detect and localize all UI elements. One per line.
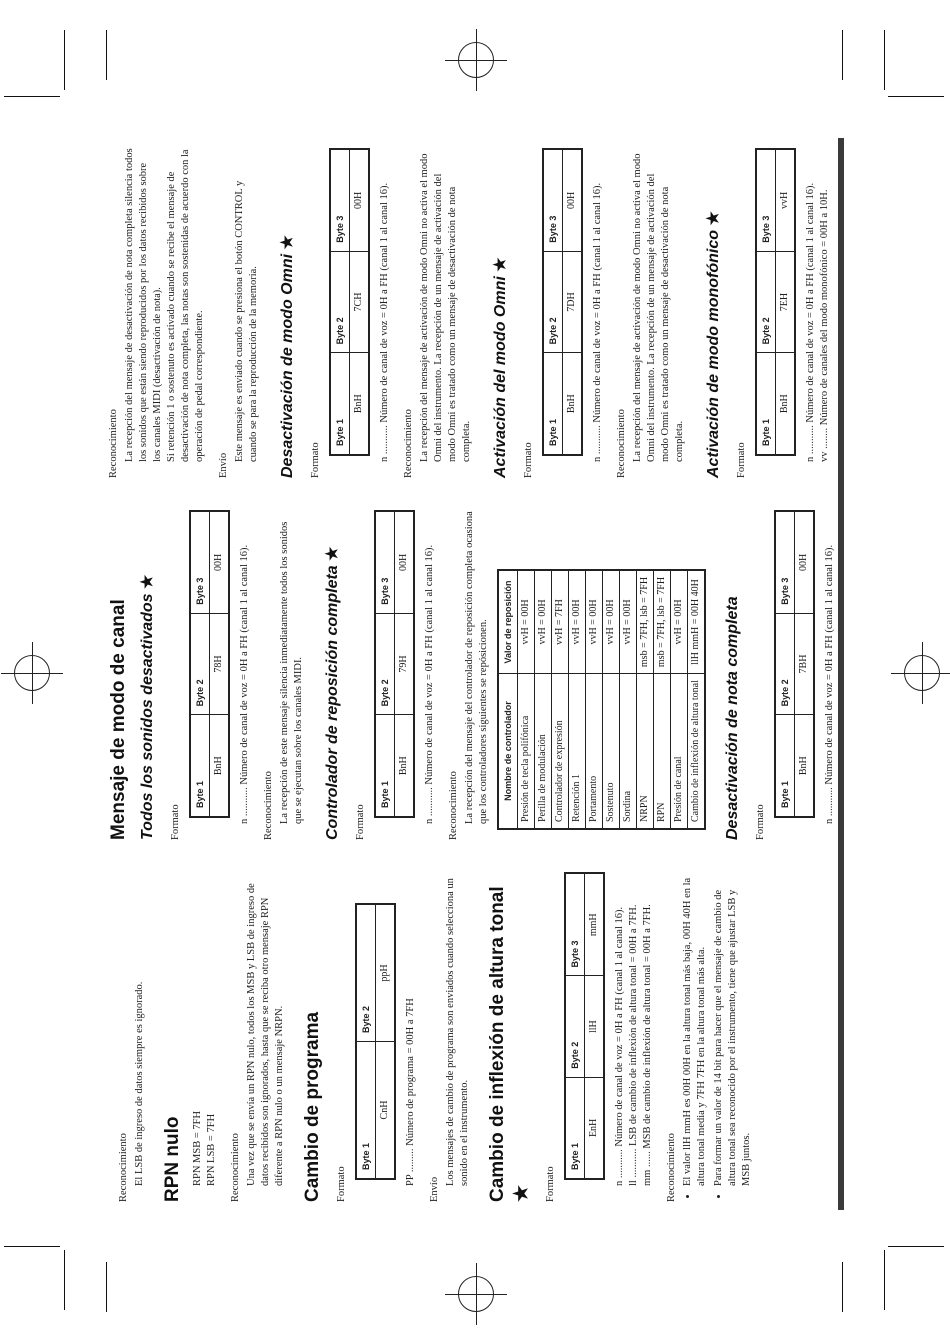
table-row [518,570,535,829]
table-cell: EnH [585,1077,605,1179]
table-row [535,570,552,829]
section-title [486,872,534,1202]
label: Formato [755,804,766,840]
body-text: La recepción de este mensaje silencia inmediatamente todos los sonidos que se ejecutan sobre los canales MIDI. [279,521,304,824]
table-cell: NRPN [637,674,654,829]
format-table [542,148,583,456]
table-cell: Controlador de expresión [552,674,569,829]
table-header: Byte 2 [756,251,776,353]
subsection-title: Desactivación de nota completa [724,596,741,840]
rotated-page [107,138,835,1202]
table-cell: BnH [350,353,370,455]
crop-mark [842,1262,843,1312]
body-text: La recepción del mensaje de activación de modo Omni no activa el modo Omni del instrumento. La recepción de un mensaje de activación del modo Omni es tratado como un mensaje de desactivación de nota completa. [419,153,472,462]
table-cell: 00H [563,149,583,251]
crop-mark [64,30,65,90]
table-cell: vvH = 00H [586,570,603,674]
table-header: Byte 2 [775,613,795,715]
registration-mark [904,655,940,691]
table-header: Byte 1 [330,353,350,455]
body-text: n ........... Número de canal de voz = 0H a FH (canal 1 al canal 16). [424,544,435,824]
crop-mark [888,1246,944,1247]
label: Formato [310,442,321,478]
star-icon: ★ [279,235,296,250]
section-title-text: Cambio de inflexión de altura tonal [487,886,508,1202]
table-cell: Portamento [586,674,603,829]
body-text: RPN LSB = 7FH [206,1113,217,1186]
body-text: Una vez que se envía un RPN nulo, todos los MSB y LSB de ingreso de datos recibidos son ignorados, hasta que se reciba otro mensaje RPN diferente a RPN nulo o un mensaje NRPN. [246,883,285,1186]
label: Reconocimiento [108,409,119,478]
table-cell: vvH = 00H [671,570,688,674]
table-cell: 7EH [776,251,796,353]
table-cell: Cambio de inflexión de altura tonal [688,674,706,829]
table-header: Byte 3 [775,511,795,613]
subsection-title-text: Activación del modo Omni [492,276,509,478]
table-cell: llH [585,976,605,1077]
table-row [671,570,688,829]
crop-mark [884,1250,885,1310]
table-cell: msb = 7FH, lsb = 7FH [654,570,671,674]
label: Formato [545,1166,556,1202]
registration-mark [458,1276,494,1312]
table-cell: CnH [376,1042,396,1180]
star-icon: ★ [324,546,341,561]
table-cell: 7BH [795,613,815,715]
body-text: La recepción del mensaje del controlador de reposición completa ocasiona que los controladores siguientes se repósicionen. [464,511,489,824]
body-text: n ........... Número de canal de voz = 0H a FH (canal 1 al canal 16). [824,544,835,824]
column-2 [107,510,841,840]
table-header: Byte 1 [775,715,795,817]
crop-mark [106,30,107,80]
subsection-title-text: Desactivación de modo Omni [279,253,296,478]
star-icon: ★ [511,1184,532,1202]
crop-mark [106,1262,107,1312]
format-table [355,903,396,1180]
body-text: mm ...... MSB de cambio de inflexión de altura tonal = 00H a 7FH. [642,904,653,1186]
table-cell: 00H [210,511,230,613]
body-text: Si retención 1 o sostenuto es activado cuando se recibe el mensaje de desactivación de nota completa, las notas son sostenidas de acuerdo con la operación de pedal correspondiente. [166,149,205,462]
format-table [755,148,796,456]
table-cell: 7DH [563,251,583,353]
table-header: Byte 1 [375,715,395,817]
table-cell: vvH = 00H [603,570,620,674]
table-cell: 78H [210,613,230,715]
crop-mark [64,1250,65,1310]
table-cell: mmH [585,873,605,976]
table-row [654,570,671,829]
table-cell: vvH = 00H [620,570,637,674]
table-cell: 79H [395,613,415,715]
reset-values-table [497,569,706,830]
star-icon: ★ [139,574,156,589]
body-text: vv ........ Número de canales del modo monofónico = 00H a 10H. [819,189,830,462]
table-cell: 00H [795,511,815,613]
label: Formato [736,442,747,478]
body-text: n ........... Número de canal de voz = 0H a FH (canal 1 al canal 16). [805,182,816,462]
label: Envío [218,452,229,478]
table-cell: vvH [776,149,796,251]
label: Reconocimiento [263,771,274,840]
subsection-title [322,510,344,840]
table-cell: Presión de canal [671,674,688,829]
table-row [586,570,603,829]
table-cell: Sostenuto [603,674,620,829]
format-table [329,148,370,456]
table-cell: 00H [350,149,370,251]
table-header: Byte 2 [190,613,210,715]
table-cell: vvH = 00H [535,570,552,674]
body-text: Los mensajes de cambio de programa son enviados cuando selecciona un sonido en el instrumento. [445,878,470,1186]
body-text: La recepción del mensaje de desactivación de nota completa silencia todos los sonidos que están siendo reproducidos por los datos recibidos sobre los canales MIDI (desactivación de nota). [124,148,163,462]
body-text: n ........... Número de canal de voz = 0H a FH (canal 1 al canal 16). [379,182,390,462]
table-cell: Retención 1 [569,674,586,829]
list-item: • Para formar un valor de 14 bit para hacer que el mensaje de cambio de altura tonal sea reconocido por el instrumento, tiene que ajustar LSB y MSB juntos. [712,872,754,1186]
body-text: ll ........... LSB de cambio de inflexión de altura tonal = 00H a 7FH. [628,904,639,1186]
table-header: Byte 3 [190,511,210,613]
subsection-title [277,148,299,478]
label: Reconocimiento [616,409,627,478]
label: Formato [523,442,534,478]
label: Reconocimiento [230,1133,241,1202]
table-cell: BnH [795,715,815,817]
table-cell: Perilla de modulación [535,674,552,829]
table-header: Byte 2 [356,904,376,1042]
label: Reconocimiento [448,771,459,840]
table-cell: BnH [395,715,415,817]
table-header: Byte 3 [565,873,585,976]
table-row [552,570,569,829]
section-title: Mensaje de modo de canal [108,599,129,840]
table-header: Byte 3 [375,511,395,613]
table-header: Byte 3 [330,149,350,251]
table-cell: ppH [376,904,396,1042]
table-cell: 7CH [350,251,370,353]
body-text: La recepción del mensaje de activación de modo Omni no activa el modo Omni del instrumento. La recepción de un mensaje de activación del modo Omni es tratado como un mensaje de desactivación de nota completa. [632,153,685,462]
body-text: n ........... Número de canal de voz = 0H a FH (canal 1 al canal 16). [239,544,250,824]
table-header: Byte 1 [565,1077,585,1179]
format-table [374,510,415,818]
format-table [564,872,605,1180]
subsection-title [137,510,159,840]
table-header: Byte 1 [756,353,776,455]
subsection-title-text: Controlador de reposición completa [324,565,341,840]
table-row [569,570,586,829]
subsection-title-text: Todos los sonidos desactivados [139,593,156,840]
table-header: Byte 1 [190,715,210,817]
table-header: Byte 1 [356,1042,376,1180]
subsection-title [490,148,512,478]
table-header: Byte 2 [375,613,395,715]
table-header: Byte 1 [543,353,563,455]
registration-mark [458,42,494,78]
column-3 [107,148,836,478]
subsection-title-text: Activación de modo monofónico [705,229,722,478]
crop-mark [888,96,944,97]
table-cell: llH mmH = 00H 40H [688,570,706,674]
star-icon: ★ [705,211,722,226]
table-cell: Presión de tecla polifónica [518,674,535,829]
column-1 [107,872,757,1202]
table-cell: BnH [563,353,583,455]
table-header: Byte 2 [543,251,563,353]
table-cell: msb = 7FH, lsb = 7FH [637,570,654,674]
label: Formato [336,1166,347,1202]
star-icon: ★ [492,257,509,272]
table-cell: BnH [210,715,230,817]
section-title: RPN nulo [162,1116,183,1202]
table-header: Byte 3 [543,149,563,251]
bullet-list [681,872,754,1202]
table-cell: vvH = 7FH [552,570,569,674]
registration-mark [14,655,50,691]
crop-mark [4,96,60,97]
body-text: El LSB de ingreso de datos siempre es ignorado. [134,981,145,1186]
label: Reconocimiento [403,409,414,478]
table-header: Valor de reposición [498,570,518,674]
table-row [637,570,654,829]
table-cell: 00H [395,511,415,613]
table-cell: Sordina [620,674,637,829]
table-header: Byte 2 [330,251,350,353]
body-text: n ........... Número de canal de voz = 0H a FH (canal 1 al canal 16). [614,906,625,1186]
body-text: n ........... Número de canal de voz = 0H a FH (canal 1 al canal 16). [592,182,603,462]
list-item: • El valor llH mmH es 00H 00H en la altura tonal más baja, 00H 40H en la altura tonal media y 7FH 7FH en la altura tonal más alta. [681,872,709,1186]
body-text: RPN MSB = 7FH [192,1110,203,1186]
crop-mark [4,1246,60,1247]
table-cell: BnH [776,353,796,455]
crop-mark [884,30,885,90]
label: Reconocimiento [666,1133,677,1202]
table-cell: vvH = 00H [569,570,586,674]
label: Envío [429,1176,440,1202]
body-text: Este mensaje es enviado cuando se presiona el botón CONTROL y cuando se para la reproducción de la memoria. [234,180,259,462]
label: Reconocimiento [118,1133,129,1202]
table-row [620,570,637,829]
crop-mark [842,30,843,80]
format-table [774,510,815,818]
table-header: Nombre de controlador [498,674,518,829]
label: Formato [170,804,181,840]
subsection-title [703,148,725,478]
section-title: Cambio de programa [302,1011,323,1202]
body-text: PP ......... Número de programa = 00H a 7FH [405,998,416,1186]
table-header: Byte 3 [756,149,776,251]
table-cell: vvH = 00H [518,570,535,674]
table-cell: RPN [654,674,671,829]
table-row [688,570,706,829]
format-table [189,510,230,818]
label: Formato [355,804,366,840]
table-row [603,570,620,829]
table-header: Byte 2 [565,976,585,1077]
